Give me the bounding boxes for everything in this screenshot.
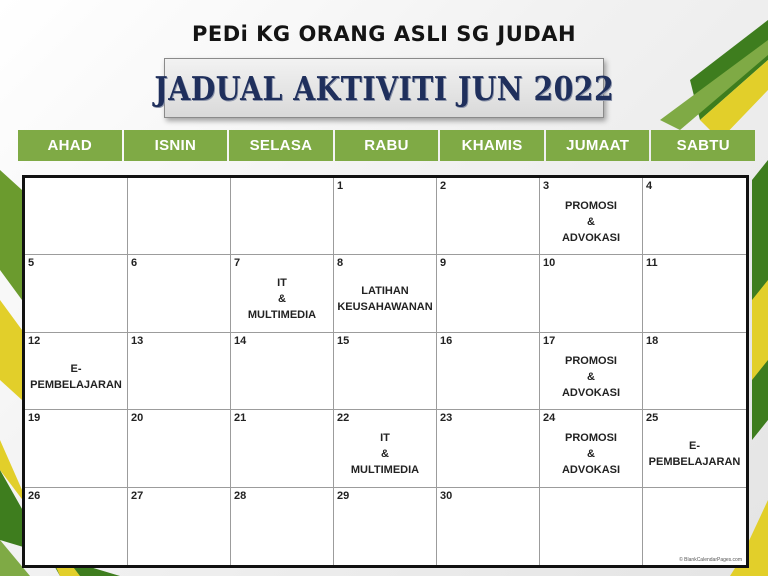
- calendar-day-cell: [334, 255, 437, 332]
- activity-line: PROMOSI: [565, 200, 617, 212]
- activity-line: &: [381, 448, 389, 461]
- weekday-isnin: ISNIN: [124, 130, 228, 161]
- activity-line: IT: [277, 277, 287, 290]
- day-number: 22: [337, 412, 350, 425]
- activity-label: [231, 275, 333, 323]
- activity-line: &: [587, 448, 595, 461]
- day-number: 15: [337, 334, 350, 347]
- day-number: 13: [131, 334, 144, 347]
- calendar-grid: [22, 175, 749, 568]
- activity-line: LATIHAN: [361, 285, 409, 298]
- day-number: 23: [440, 412, 453, 425]
- calendar-day-cell: [643, 410, 746, 487]
- calendar-day-cell: [25, 178, 128, 255]
- day-number: 25: [646, 412, 659, 425]
- activity-label: [334, 430, 436, 478]
- calendar-day-cell: [25, 255, 128, 332]
- calendar-day-cell: [437, 410, 540, 487]
- activity-label: [334, 283, 436, 315]
- activity-line: KEUSAHAWANAN: [337, 301, 433, 314]
- calendar-day-cell: [437, 255, 540, 332]
- calendar-day-cell: [25, 410, 128, 487]
- day-number: 8: [337, 257, 344, 270]
- activity-line: PROMOSI: [565, 432, 617, 445]
- activity-line: IT: [380, 432, 390, 445]
- weekday-ahad: AHAD: [18, 130, 122, 161]
- organization-title: PEDi KG ORANG ASLI SG JUDAH: [191, 22, 577, 46]
- day-number: 11: [646, 257, 658, 270]
- calendar-day-cell: [25, 488, 128, 565]
- activity-line: PEMBELAJARAN: [30, 378, 122, 391]
- calendar-day-cell: [540, 178, 643, 255]
- title-banner: [154, 58, 614, 118]
- calendar-day-cell: [540, 410, 643, 487]
- calendar-day-cell: [540, 255, 643, 332]
- calendar-day-cell: [25, 333, 128, 410]
- calendar-day-cell: [231, 410, 334, 487]
- day-number: 18: [646, 334, 659, 347]
- calendar-day-cell: [643, 488, 746, 565]
- activity-line: ADVOKASI: [561, 386, 621, 399]
- day-number: 28: [234, 489, 247, 502]
- activity-label: [643, 438, 746, 470]
- weekday-header-row: [18, 130, 755, 161]
- activity-label: [540, 353, 642, 401]
- calendar-day-cell: [643, 178, 746, 255]
- calendar-day-cell: [643, 255, 746, 332]
- day-number: 17: [543, 334, 556, 347]
- day-number: 30: [440, 489, 453, 502]
- day-number: 4: [646, 180, 653, 192]
- calendar-day-cell: [128, 488, 231, 565]
- calendar-day-cell: [128, 178, 231, 255]
- calendar-day-cell: [231, 488, 334, 565]
- calendar-day-cell: [334, 410, 437, 487]
- weekday-khamis: KHAMIS: [440, 130, 544, 161]
- calendar-day-cell: [437, 333, 540, 410]
- activity-line: &: [587, 370, 595, 383]
- weekday-selasa: SELASA: [229, 130, 333, 161]
- day-number: 2: [440, 180, 447, 192]
- activity-line: PROMOSI: [565, 354, 617, 367]
- activity-line: ADVOKASI: [561, 232, 621, 244]
- calendar-day-cell: [231, 333, 334, 410]
- day-number: 3: [543, 180, 550, 192]
- activity-line: &: [587, 216, 595, 228]
- calendar-day-cell: [437, 488, 540, 565]
- calendar-day-cell: [231, 255, 334, 332]
- calendar-day-cell: [540, 333, 643, 410]
- calendar-day-cell: [231, 178, 334, 255]
- day-number: 26: [28, 489, 41, 502]
- calendar-day-cell: [540, 488, 643, 565]
- activity-line: E-: [689, 440, 700, 453]
- day-number: 29: [337, 489, 350, 502]
- day-number: 7: [234, 257, 241, 270]
- day-number: 16: [440, 334, 453, 347]
- day-number: 6: [131, 257, 138, 270]
- day-number: 5: [28, 257, 35, 270]
- day-number: 20: [131, 412, 144, 425]
- calendar-day-cell: [334, 333, 437, 410]
- activity-line: MULTIMEDIA: [350, 464, 420, 477]
- activity-line: E-: [70, 362, 82, 375]
- source-credit: © BlankCalendarPages.com: [679, 557, 742, 563]
- weekday-rabu: RABU: [335, 130, 439, 161]
- calendar-day-cell: [128, 410, 231, 487]
- day-number: 27: [131, 489, 144, 502]
- calendar-day-cell: [334, 488, 437, 565]
- activity-label: [25, 361, 127, 393]
- weekday-jumaat: JUMAAT: [546, 130, 650, 161]
- day-number: 9: [440, 257, 447, 270]
- page-title: JADUAL AKTIVITI JUN 2022: [154, 68, 614, 108]
- calendar-day-cell: [643, 333, 746, 410]
- activity-label: [540, 430, 642, 478]
- day-number: 21: [234, 412, 247, 425]
- activity-line: MULTIMEDIA: [247, 309, 317, 322]
- activity-line: ADVOKASI: [561, 464, 621, 477]
- day-number: 12: [28, 334, 41, 347]
- day-number: 19: [28, 412, 41, 425]
- day-number: 10: [543, 257, 556, 270]
- activity-line: &: [278, 293, 286, 306]
- day-number: 14: [234, 334, 247, 347]
- calendar-day-cell: [334, 178, 437, 255]
- weekday-sabtu: SABTU: [651, 130, 755, 161]
- activity-label: [540, 198, 642, 246]
- calendar-day-cell: [128, 333, 231, 410]
- activity-line: PEMBELAJARAN: [648, 456, 741, 469]
- day-number: 1: [337, 180, 344, 192]
- day-number: 24: [543, 412, 556, 425]
- calendar-day-cell: [128, 255, 231, 332]
- calendar-day-cell: [437, 178, 540, 255]
